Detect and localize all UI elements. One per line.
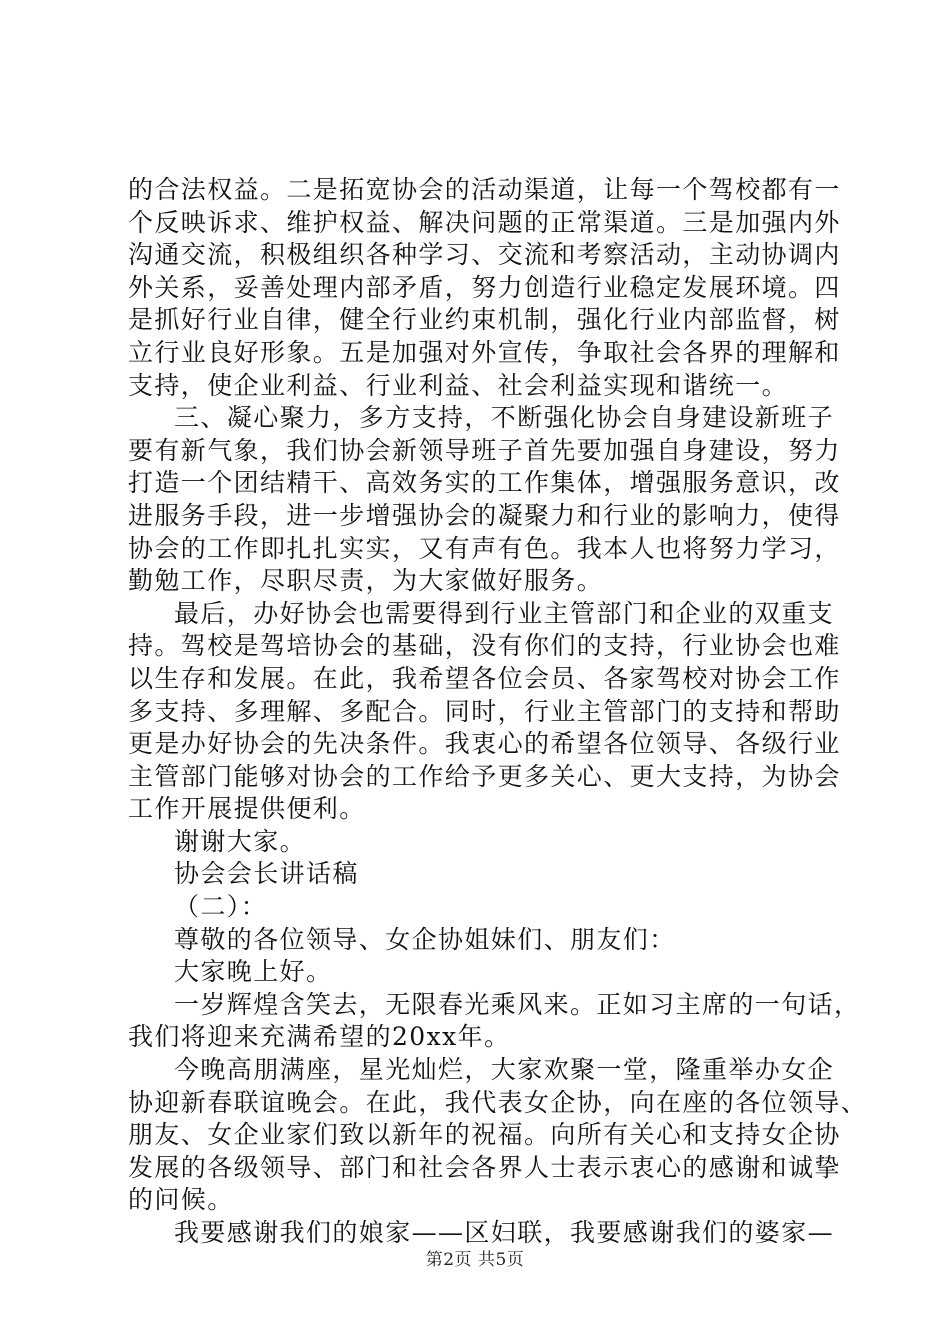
paragraph-start-line: 一岁辉煌含笑去，无限春光乘风来。正如习主席的一句话， (174, 989, 861, 1019)
section-heading-line: 三、凝心聚力，多方支持，不断强化协会自身建设新班子 (174, 403, 835, 433)
document-title-line: 协会会长讲话稿 (174, 859, 359, 889)
paragraph-start-line: 今晚高朋满座，星光灿烂，大家欢聚一堂，隆重举办女企 (174, 1055, 835, 1085)
text-line: 持。驾校是驾培协会的基础，没有你们的支持，行业协会也难 (128, 631, 841, 661)
text-line: 协会的工作即扎扎实实，又有声有色。我本人也将努力学习， (128, 533, 841, 563)
text-line: 以生存和发展。在此，我希望各位会员、各家驾校对协会工作 (128, 663, 841, 693)
text-line: 更是办好协会的先决条件。我衷心的希望各位领导、各级行业 (128, 729, 841, 759)
text-line: 打造一个团结精干、高效务实的工作集体，增强服务意识，改 (128, 468, 841, 498)
text-line: 我们将迎来充满希望的20xx年。 (128, 1022, 511, 1052)
text-line: 要有新气象，我们协会新领导班子首先要加强自身建设，努力 (128, 435, 841, 465)
section-number-line: （二）： (174, 892, 268, 922)
salutation-line: 尊敬的各位领导、女企协姐妹们、朋友们： (174, 924, 676, 954)
text-line: 勤勉工作，尽职尽责，为大家做好服务。 (128, 566, 604, 596)
page-number-footer: 第2页 共5页 (425, 1250, 525, 1270)
text-line: 朋友、女企业家们致以新年的祝福。向所有关心和支持女企协 (128, 1120, 841, 1150)
text-line: 的问候。 (128, 1185, 234, 1215)
document-body (128, 174, 868, 1250)
text-line: 的合法权益。二是拓宽协会的活动渠道，让每一个驾校都有一 (128, 175, 841, 204)
text-line: 进服务手段，进一步增强协会的凝聚力和行业的影响力，使得 (128, 500, 841, 530)
paragraph-start-line: 谢谢大家。 (174, 826, 307, 856)
text-line: 多支持、多理解、多配合。同时，行业主管部门的支持和帮助 (128, 696, 841, 726)
text-line: 立行业良好形象。五是加强对外宣传，争取社会各界的理解和 (128, 337, 841, 367)
text-line: 沟通交流，积极组织各种学习、交流和考察活动，主动协调内 (128, 240, 841, 270)
text-line: 主管部门能够对协会的工作给予更多关心、更大支持，为协会 (128, 761, 841, 791)
text-line: 支持，使企业利益、行业利益、社会利益实现和谐统一。 (128, 370, 789, 400)
text-line: 是抓好行业自律，健全行业约束机制，强化行业内部监督，树 (128, 305, 841, 335)
greeting-line: 大家晚上好。 (174, 957, 333, 987)
text-line: 协迎新春联谊晚会。在此，我代表女企协，向在座的各位领导、 (128, 1087, 868, 1117)
text-line: 个反映诉求、维护权益、解决问题的正常渠道。三是加强内外 (128, 207, 841, 237)
text-line: 工作开展提供便利。 (128, 794, 366, 824)
text-line: 外关系，妥善处理内部矛盾，努力创造行业稳定发展环境。四 (128, 272, 841, 302)
paragraph-start-line: 最后，办好协会也需要得到行业主管部门和企业的双重支 (174, 598, 835, 628)
text-line: 发展的各级领导、部门和社会各界人士表示衷心的感谢和诚挚 (128, 1152, 841, 1182)
paragraph-start-line: 我要感谢我们的娘家——区妇联，我要感谢我们的婆家— (174, 1218, 835, 1247)
